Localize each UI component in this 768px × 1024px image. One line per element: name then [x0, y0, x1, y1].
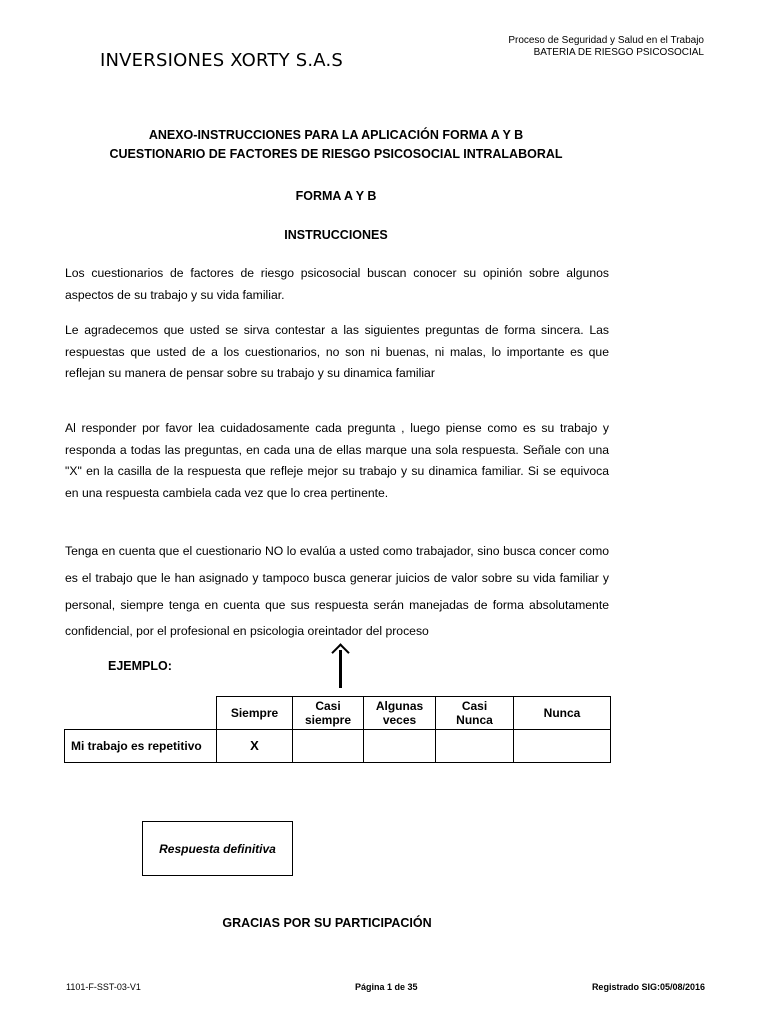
example-table: [64, 696, 611, 763]
battery-name: BATERIA DE RIESGO PSICOSOCIAL: [533, 47, 704, 58]
form-title: FORMA A Y B: [295, 189, 377, 203]
footer-code: 1101-F-SST-03-V1: [66, 982, 141, 992]
paragraph-intro: Los cuestionarios de factores de riesgo psicosocial buscan conocer su opinión sobre algunos aspectos de su trabajo y su vida familiar.: [65, 266, 609, 302]
column-header: Algunas veces: [364, 697, 436, 730]
column-header: Siempre: [217, 697, 293, 730]
paragraph-confidentiality: Tenga en cuenta que el cuestionario NO lo evalúa a usted como trabajador, sino busca concer como es el trabajo que le han asignado y tampoco busca generar juicios de valor sobre su vida familiar y personal, siempre tenga en cuenta que sus respuesta serán manejadas de forma absolutamente confidencial, por el profesional en psicologia oreintador del proceso: [65, 544, 609, 639]
column-header: Nunca: [514, 697, 611, 730]
answer-cell: [364, 730, 436, 763]
example-table-header: [65, 697, 611, 730]
process-name: Proceso de Seguridad y Salud en el Trabajo: [508, 35, 704, 46]
title-line-1: ANEXO-INSTRUCCIONES PARA LA APLICACIÓN FORMA A Y B: [148, 128, 524, 142]
column-header: Casi Nunca: [436, 697, 514, 730]
answer-cell: X: [217, 730, 293, 763]
paragraph-thanks: Le agradecemos que usted se sirva contestar a las siguientes preguntas de forma sincera. Las respuestas que usted de a los cuestionarios, no son ni buenas, ni malas, lo importante es que reflejan su manera de pensar sobre su trabajo y su dinamica familiar: [65, 323, 609, 380]
title-line-2: CUESTIONARIO DE FACTORES DE RIESGO PSICOSOCIAL INTRALABORAL: [109, 147, 563, 161]
footer-registered: Registrado SIG:05/08/2016: [591, 982, 705, 992]
row-label: Mi trabajo es repetitivo: [65, 730, 217, 763]
table-row: [65, 730, 611, 763]
answer-cell: [514, 730, 611, 763]
example-label: EJEMPLO:: [108, 659, 172, 673]
footer-page-number: Página 1 de 35: [355, 982, 418, 992]
paragraph-how-to-answer: Al responder por favor lea cuidadosamente cada pregunta , luego piense como es su trabajo y responda a todas las preguntas, en cada una de ellas marque una sola respuesta. Señale con una "X" en la casilla de la respuesta que refleje mejor su trabajo y su dinamica familiar. Si se equivoca en una respuesta cambiela cada vez que lo crea pertinente.: [65, 421, 609, 501]
document-title: [0, 126, 672, 164]
table-corner: [65, 697, 217, 730]
thanks-message: GRACIAS POR SU PARTICIPACIÓN: [222, 916, 432, 930]
arrow-up-icon: [331, 646, 351, 688]
answer-definitive-box: [142, 821, 293, 876]
answer-cell: [293, 730, 364, 763]
company-name: INVERSIONES XORTY S.A.S: [100, 50, 344, 71]
answer-cell: [436, 730, 514, 763]
header-process-info: [508, 35, 704, 59]
instructions-heading: INSTRUCCIONES: [284, 228, 388, 242]
answer-definitive-label: Respuesta definitiva: [159, 841, 276, 856]
column-header: Casi siempre: [293, 697, 364, 730]
